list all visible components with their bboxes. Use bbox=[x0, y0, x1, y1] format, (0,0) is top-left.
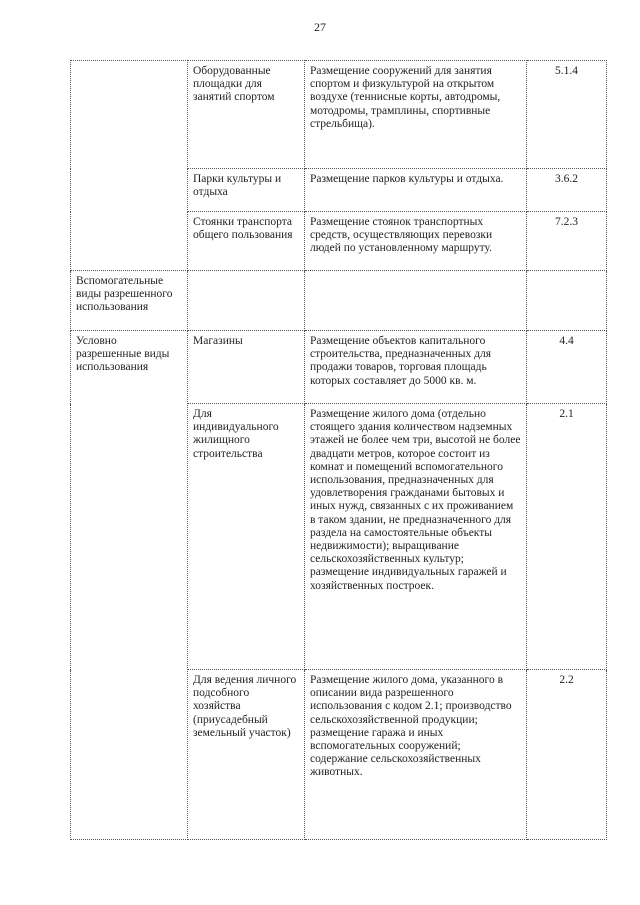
use-name-cell: Оборудованные площадки для занятий спортом bbox=[188, 61, 305, 169]
use-code-cell: 5.1.4 bbox=[527, 61, 607, 169]
use-code-cell: 2.2 bbox=[527, 670, 607, 840]
table-row bbox=[71, 271, 607, 331]
page-number: 27 bbox=[314, 20, 326, 34]
category-cell: Вспомогательные виды разрешенного использования bbox=[71, 271, 188, 331]
use-name-cell: Стоянки транспорта общего пользования bbox=[188, 212, 305, 271]
use-description-cell: Размещение жилого дома, указанного в описании вида разрешенного использования с кодом 2.1; производство сельскохозяйственной продукции; размещение гаража и иных вспомогательных сооружений; содержание сельскохозяйственных животных. bbox=[305, 670, 527, 840]
use-description-cell: Размещение сооружений для занятия спортом и физкультурой на открытом воздухе (теннисные корты, автодромы, мотодромы, трамплины, спортивные стрельбища). bbox=[305, 61, 527, 169]
use-name-cell bbox=[188, 271, 305, 331]
category-cell: Условно разрешенные виды использования bbox=[71, 331, 188, 840]
use-code-cell bbox=[527, 271, 607, 331]
table-row bbox=[71, 61, 607, 169]
use-description-cell: Размещение стоянок транспортных средств, осуществляющих перевозки людей по установленному маршруту. bbox=[305, 212, 527, 271]
table-row bbox=[71, 331, 607, 404]
category-cell bbox=[71, 61, 188, 271]
use-code-cell: 2.1 bbox=[527, 404, 607, 670]
use-name-cell: Для индивидуального жилищного строительства bbox=[188, 404, 305, 670]
use-description-cell: Размещение объектов капитального строительства, предназначенных для продажи товаров, торговая площадь которых составляет до 5000 кв. м. bbox=[305, 331, 527, 404]
use-description-cell: Размещение жилого дома (отдельно стоящего здания количеством надземных этажей не более чем три, высотой не более двадцати метров, которое состоит из комнат и помещений вспомогательного использования, предназначенных для удовлетворения гражданами бытовых и иных нужд, связанных с их проживанием в таком здании, не предназначенного для раздела на самостоятельные объекты недвижимости); выращивание сельскохозяйственных культур; размещение индивидуальных гаражей и хозяйственных построек. bbox=[305, 404, 527, 670]
use-code-cell: 7.2.3 bbox=[527, 212, 607, 271]
use-name-cell: Для ведения личного подсобного хозяйства (приусадебный земельный участок) bbox=[188, 670, 305, 840]
use-description-cell bbox=[305, 271, 527, 331]
use-name-cell: Магазины bbox=[188, 331, 305, 404]
use-description-cell: Размещение парков культуры и отдыха. bbox=[305, 169, 527, 212]
use-code-cell: 3.6.2 bbox=[527, 169, 607, 212]
use-code-cell: 4.4 bbox=[527, 331, 607, 404]
use-name-cell: Парки культуры и отдыха bbox=[188, 169, 305, 212]
land-use-table bbox=[70, 60, 607, 840]
